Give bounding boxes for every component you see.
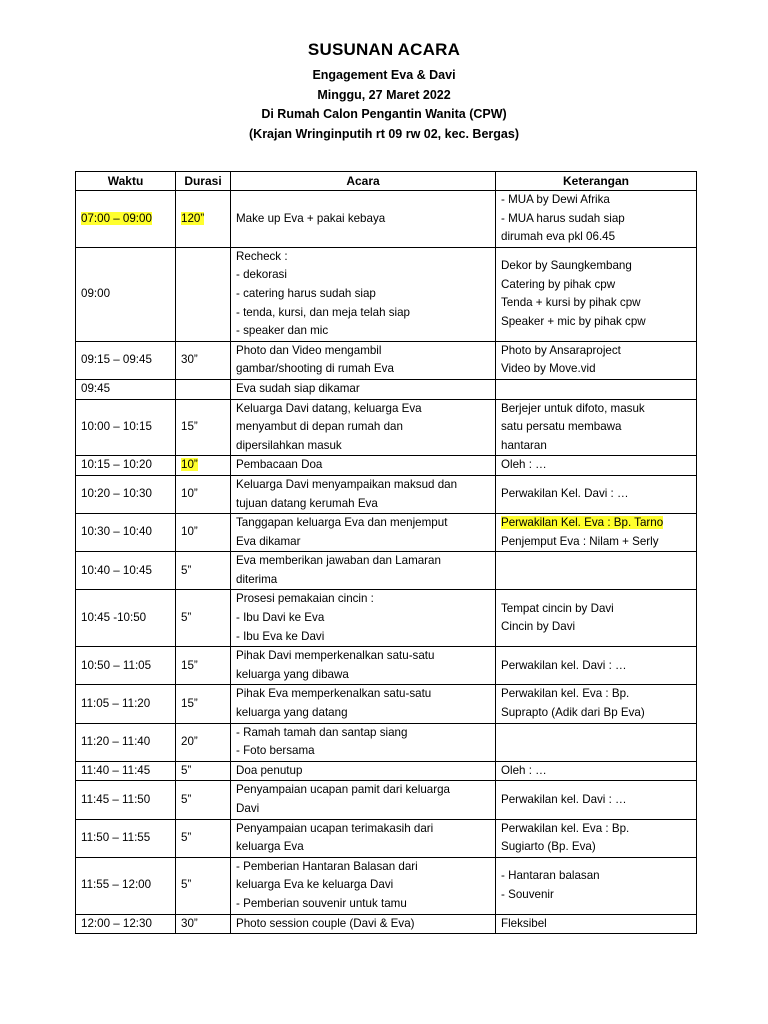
cell-durasi	[176, 191, 231, 248]
cell-waktu	[76, 247, 176, 341]
table-row	[76, 723, 697, 761]
cell-durasi	[176, 761, 231, 781]
keterangan-text: Speaker + mic by pihak cpw	[501, 314, 646, 328]
event-venue: Di Rumah Calon Pengantin Wanita (CPW)	[261, 107, 507, 122]
cell-waktu	[76, 191, 176, 248]
keterangan-line	[501, 437, 691, 456]
cell-keterangan	[496, 341, 697, 379]
cell-acara	[231, 475, 496, 513]
cell-keterangan	[496, 191, 697, 248]
acara-line: - Ramah tamah dan santap siang	[236, 725, 408, 739]
cell-durasi	[176, 857, 231, 914]
keterangan-text: satu persatu membawa	[501, 420, 622, 434]
cell-waktu	[76, 819, 176, 857]
cell-acara	[231, 191, 496, 248]
keterangan-text: Penjemput Eva : Nilam + Serly	[501, 534, 659, 548]
keterangan-line	[501, 418, 691, 437]
waktu-text: 07:00 – 09:00	[81, 211, 152, 225]
durasi-text: 5”	[181, 563, 192, 577]
cell-acara	[231, 399, 496, 456]
keterangan-text: Oleh : …	[501, 458, 547, 472]
keterangan-text: Suprapto (Adik dari Bp Eva)	[501, 706, 645, 720]
cell-durasi	[176, 819, 231, 857]
table-row	[76, 475, 697, 513]
cell-durasi	[176, 247, 231, 341]
waktu-text: 11:05 – 11:20	[81, 696, 151, 710]
keterangan-line	[501, 342, 691, 361]
keterangan-line	[501, 257, 691, 276]
waktu-text: 09:00	[81, 286, 111, 300]
acara-line: Keluarga Davi datang, keluarga Eva	[236, 401, 422, 415]
keterangan-text: - Souvenir	[501, 887, 554, 901]
cell-acara	[231, 857, 496, 914]
durasi-text: 5”	[181, 878, 192, 892]
keterangan-text: - MUA harus sudah siap	[501, 211, 625, 225]
acara-line: keluarga yang datang	[236, 706, 348, 720]
keterangan-line	[501, 533, 691, 552]
cell-durasi	[176, 647, 231, 685]
durasi-text: 10”	[181, 458, 198, 472]
table-row	[76, 552, 697, 590]
cell-waktu	[76, 914, 176, 934]
keterangan-line	[501, 886, 691, 905]
waktu-text: 10:40 – 10:45	[81, 563, 152, 577]
cell-keterangan	[496, 723, 697, 761]
keterangan-text: hantaran	[501, 438, 547, 452]
cell-keterangan	[496, 647, 697, 685]
acara-line: - Pemberian souvenir untuk tamu	[236, 896, 407, 910]
table-row	[76, 456, 697, 476]
durasi-text: 5”	[181, 763, 192, 777]
table-row	[76, 514, 697, 552]
keterangan-line	[501, 704, 691, 723]
keterangan-line	[501, 791, 691, 810]
cell-acara	[231, 914, 496, 934]
cell-keterangan	[496, 781, 697, 819]
acara-line: keluarga Eva	[236, 840, 304, 854]
acara-line: tujuan datang kerumah Eva	[236, 496, 378, 510]
table-row	[76, 341, 697, 379]
cell-keterangan	[496, 379, 697, 399]
keterangan-line	[501, 618, 691, 637]
keterangan-line	[501, 210, 691, 229]
keterangan-text: - Hantaran balasan	[501, 869, 600, 883]
schedule-body	[76, 191, 697, 934]
keterangan-text: Fleksibel	[501, 916, 547, 930]
waktu-text: 11:50 – 11:55	[81, 830, 151, 844]
cell-waktu	[76, 781, 176, 819]
durasi-text: 15”	[181, 420, 198, 434]
cell-durasi	[176, 379, 231, 399]
acara-line: menyambut di depan rumah dan	[236, 420, 403, 434]
table-row	[76, 819, 697, 857]
cell-durasi	[176, 341, 231, 379]
header-durasi: Durasi	[176, 172, 231, 191]
cell-waktu	[76, 590, 176, 647]
event-name: Engagement Eva & Davi	[312, 68, 456, 82]
waktu-text: 10:30 – 10:40	[81, 525, 152, 539]
cell-keterangan	[496, 552, 697, 590]
cell-waktu	[76, 857, 176, 914]
keterangan-text: Sugiarto (Bp. Eva)	[501, 840, 596, 854]
acara-line: - catering harus sudah siap	[236, 286, 376, 300]
waktu-text: 10:45 -10:50	[81, 611, 147, 625]
acara-line: - Pemberian Hantaran Balasan dari	[236, 859, 418, 873]
waktu-text: 09:15 – 09:45	[81, 353, 152, 367]
acara-line: Prosesi pemakaian cincin :	[236, 592, 374, 606]
keterangan-line	[501, 685, 691, 704]
cell-waktu	[76, 723, 176, 761]
keterangan-line	[501, 514, 691, 533]
keterangan-text: Berjejer untuk difoto, masuk	[501, 401, 645, 415]
cell-waktu	[76, 685, 176, 723]
cell-acara	[231, 341, 496, 379]
acara-line: Photo dan Video mengambil	[236, 343, 382, 357]
acara-line: Make up Eva + pakai kebaya	[236, 211, 386, 225]
waktu-text: 10:15 – 10:20	[81, 458, 152, 472]
keterangan-text: Oleh : …	[501, 763, 547, 777]
cell-durasi	[176, 914, 231, 934]
acara-line: - Ibu Eva ke Davi	[236, 629, 325, 643]
waktu-text: 10:50 – 11:05	[81, 658, 152, 672]
cell-keterangan	[496, 456, 697, 476]
cell-durasi	[176, 552, 231, 590]
durasi-text: 5”	[181, 830, 192, 844]
keterangan-line	[501, 838, 691, 857]
acara-line: Recheck :	[236, 249, 288, 263]
acara-line: Doa penutup	[236, 763, 303, 777]
waktu-text: 11:55 – 12:00	[81, 878, 152, 892]
waktu-text: 10:20 – 10:30	[81, 487, 152, 501]
acara-line: dipersilahkan masuk	[236, 438, 342, 452]
waktu-text: 11:40 – 11:45	[81, 763, 151, 777]
waktu-text: 11:45 – 11:50	[81, 792, 151, 806]
table-header-row	[76, 172, 697, 191]
cell-waktu	[76, 552, 176, 590]
cell-waktu	[76, 761, 176, 781]
keterangan-line	[501, 657, 691, 676]
cell-waktu	[76, 399, 176, 456]
keterangan-line	[501, 485, 691, 504]
keterangan-text: Perwakilan kel. Eva : Bp.	[501, 687, 630, 701]
durasi-text: 30”	[181, 353, 198, 367]
durasi-text: 5”	[181, 792, 192, 806]
acara-line: Tanggapan keluarga Eva dan menjemput	[236, 516, 448, 530]
durasi-text: 15”	[181, 696, 198, 710]
keterangan-line	[501, 228, 691, 247]
keterangan-line	[501, 600, 691, 619]
cell-waktu	[76, 647, 176, 685]
cell-keterangan	[496, 475, 697, 513]
cell-acara	[231, 514, 496, 552]
keterangan-text: - MUA by Dewi Afrika	[501, 193, 610, 206]
cell-keterangan	[496, 819, 697, 857]
waktu-text: 11:20 – 11:40	[81, 734, 151, 748]
event-address: (Krajan Wringinputih rt 09 rw 02, kec. Bergas)	[249, 126, 519, 141]
keterangan-text: dirumah eva pkl 06.45	[501, 230, 616, 244]
schedule-table	[75, 171, 697, 934]
waktu-text: 12:00 – 12:30	[81, 916, 152, 930]
keterangan-text: Catering by pihak cpw	[501, 277, 616, 291]
cell-acara	[231, 552, 496, 590]
keterangan-line	[501, 762, 691, 781]
acara-line: Keluarga Davi menyampaikan maksud dan	[236, 477, 458, 491]
document-header	[0, 40, 768, 144]
keterangan-text: Cincin by Davi	[501, 620, 576, 634]
durasi-text: 120”	[181, 211, 205, 225]
cell-waktu	[76, 475, 176, 513]
acara-line: Eva dikamar	[236, 534, 301, 548]
acara-line: keluarga yang dibawa	[236, 667, 349, 681]
header-keterangan: Keterangan	[496, 172, 697, 191]
durasi-text: 30”	[181, 916, 198, 930]
cell-durasi	[176, 781, 231, 819]
durasi-text: 5”	[181, 611, 192, 625]
table-row	[76, 685, 697, 723]
acara-line: Eva memberikan jawaban dan Lamaran	[236, 554, 441, 568]
acara-line: Photo session couple (Davi & Eva)	[236, 916, 415, 930]
cell-durasi	[176, 723, 231, 761]
keterangan-text: Perwakilan Kel. Eva : Bp. Tarno	[501, 516, 664, 530]
acara-line: keluarga Eva ke keluarga Davi	[236, 878, 394, 892]
keterangan-line	[501, 360, 691, 379]
cell-waktu	[76, 341, 176, 379]
cell-keterangan	[496, 399, 697, 456]
waktu-text: 09:45	[81, 381, 111, 395]
keterangan-line	[501, 191, 691, 210]
cell-acara	[231, 761, 496, 781]
cell-durasi	[176, 685, 231, 723]
keterangan-text: Tenda + kursi by pihak cpw	[501, 296, 641, 310]
cell-acara	[231, 456, 496, 476]
table-row	[76, 761, 697, 781]
cell-durasi	[176, 514, 231, 552]
cell-acara	[231, 685, 496, 723]
event-date: Minggu, 27 Maret 2022	[317, 87, 451, 102]
keterangan-text: Video by Move.vid	[501, 362, 596, 376]
cell-keterangan	[496, 685, 697, 723]
cell-keterangan	[496, 914, 697, 934]
durasi-text: 10”	[181, 525, 198, 539]
acara-line: Davi	[236, 802, 260, 815]
cell-keterangan	[496, 514, 697, 552]
keterangan-line	[501, 915, 691, 934]
table-row	[76, 247, 697, 341]
header-waktu: Waktu	[76, 172, 176, 191]
acara-line: - Ibu Davi ke Eva	[236, 611, 325, 625]
keterangan-line	[501, 400, 691, 419]
keterangan-text: Photo by Ansaraproject	[501, 343, 621, 357]
table-row	[76, 857, 697, 914]
keterangan-text: Perwakilan kel. Davi : …	[501, 792, 627, 806]
cell-acara	[231, 247, 496, 341]
keterangan-line	[501, 820, 691, 839]
cell-durasi	[176, 475, 231, 513]
cell-durasi	[176, 590, 231, 647]
acara-line: - Foto bersama	[236, 744, 315, 758]
table-row	[76, 379, 697, 399]
keterangan-text: Dekor by Saungkembang	[501, 259, 632, 273]
keterangan-line	[501, 867, 691, 886]
cell-keterangan	[496, 590, 697, 647]
keterangan-text: Perwakilan kel. Davi : …	[501, 658, 627, 672]
waktu-text: 10:00 – 10:15	[81, 420, 152, 434]
acara-line: Pihak Davi memperkenalkan satu-satu	[236, 649, 435, 663]
cell-waktu	[76, 456, 176, 476]
cell-waktu	[76, 514, 176, 552]
table-row	[76, 590, 697, 647]
cell-waktu	[76, 379, 176, 399]
cell-acara	[231, 647, 496, 685]
table-row	[76, 914, 697, 934]
cell-keterangan	[496, 761, 697, 781]
cell-durasi	[176, 456, 231, 476]
acara-line: Pembacaan Doa	[236, 458, 323, 472]
acara-line: Penyampaian ucapan terimakasih dari	[236, 821, 434, 835]
keterangan-line	[501, 276, 691, 295]
acara-line: - dekorasi	[236, 268, 287, 282]
keterangan-text: Perwakilan kel. Eva : Bp.	[501, 821, 630, 835]
cell-acara	[231, 723, 496, 761]
cell-acara	[231, 781, 496, 819]
cell-keterangan	[496, 247, 697, 341]
cell-acara	[231, 379, 496, 399]
table-row	[76, 191, 697, 248]
keterangan-line	[501, 294, 691, 313]
acara-line: diterima	[236, 572, 278, 586]
acara-line: Eva sudah siap dikamar	[236, 381, 360, 395]
acara-line: Pihak Eva memperkenalkan satu-satu	[236, 687, 432, 701]
keterangan-text: Perwakilan Kel. Davi : …	[501, 487, 629, 501]
cell-durasi	[176, 399, 231, 456]
keterangan-line	[501, 456, 691, 475]
durasi-text: 20”	[181, 734, 198, 748]
durasi-text: 15”	[181, 658, 198, 672]
keterangan-text: Tempat cincin by Davi	[501, 601, 614, 615]
acara-line: - tenda, kursi, dan meja telah siap	[236, 305, 411, 319]
keterangan-line	[501, 313, 691, 332]
table-row	[76, 647, 697, 685]
header-acara: Acara	[231, 172, 496, 191]
cell-keterangan	[496, 857, 697, 914]
acara-line: - speaker dan mic	[236, 324, 329, 338]
acara-line: Penyampaian ucapan pamit dari keluarga	[236, 783, 450, 797]
table-row	[76, 399, 697, 456]
table-row	[76, 781, 697, 819]
cell-acara	[231, 590, 496, 647]
acara-line: gambar/shooting di rumah Eva	[236, 362, 394, 376]
cell-acara	[231, 819, 496, 857]
durasi-text: 10”	[181, 487, 198, 501]
document-title: SUSUNAN ACARA	[307, 40, 461, 59]
